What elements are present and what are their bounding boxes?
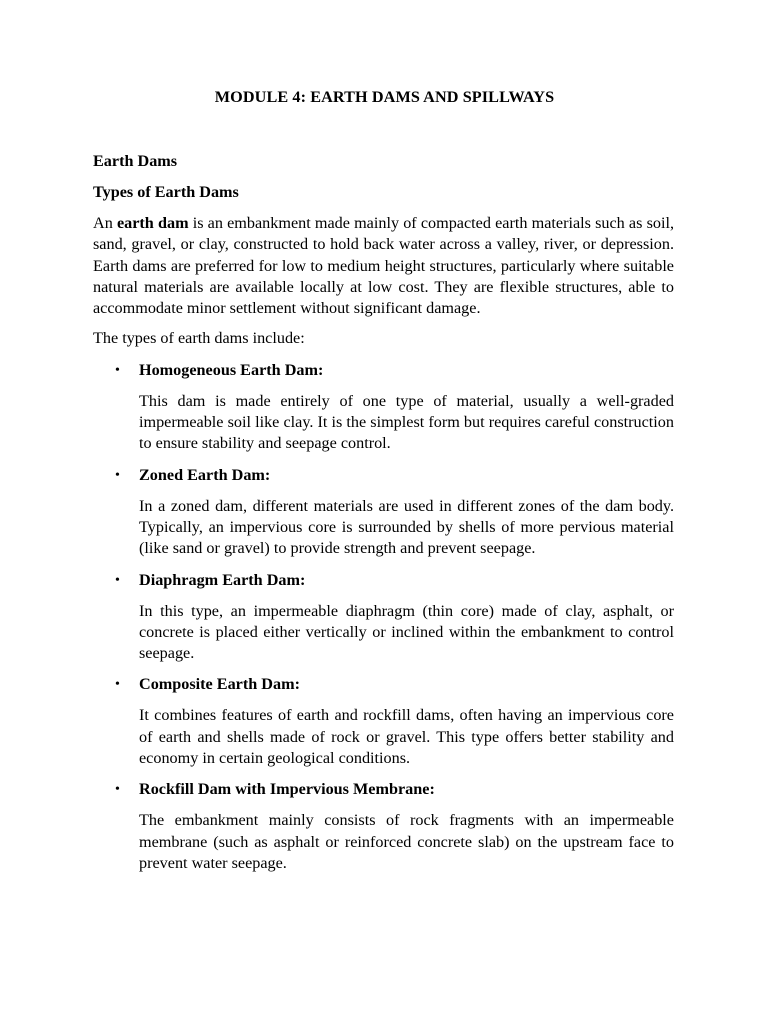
list-item bbox=[93, 570, 674, 665]
intro-prefix: An bbox=[93, 214, 117, 232]
dam-type-description: In this type, an impermeable diaphragm (thin core) made of clay, asphalt, or concrete is placed either vertically or inclined within the embankment to control seepage. bbox=[139, 601, 674, 663]
subsection-heading: Types of Earth Dams bbox=[93, 183, 239, 201]
dam-type-description: This dam is made entirely of one type of material, usually a well-graded impermeable soil like clay. It is the simplest form but requires careful construction to ensure stability and seepage control. bbox=[139, 391, 674, 453]
dam-type-title: Rockfill Dam with Impervious Membrane: bbox=[139, 780, 435, 799]
section-heading: Earth Dams bbox=[93, 152, 178, 170]
intro-rest: is an embankment made mainly of compacted earth materials such as soil, sand, gravel, or clay, constructed to hold back water across a valley, river, or depression. Earth dams are preferred for low to medium height structures, particularly where suitable natural materials are available locally at low cost. They are flexible structures, able to accommodate minor settlement without significant damage. bbox=[93, 214, 675, 318]
dam-type-title: Homogeneous Earth Dam: bbox=[139, 360, 324, 379]
dam-type-description: The embankment mainly consists of rock fragments with an impermeable membrane (such as asphalt or reinforced concrete slab) on the upstream face to prevent water seepage. bbox=[139, 811, 674, 872]
dam-type-title: Composite Earth Dam: bbox=[139, 675, 300, 694]
bullet-icon: • bbox=[115, 572, 120, 588]
bullet-icon: • bbox=[115, 467, 120, 483]
intro-bold-term: earth dam bbox=[116, 214, 189, 232]
document-title: MODULE 4: EARTH DAMS AND SPILLWAYS bbox=[214, 88, 555, 106]
bullet-icon: • bbox=[115, 782, 120, 798]
intro-paragraph bbox=[93, 213, 674, 319]
list-item bbox=[93, 465, 674, 560]
dam-type-description: In a zoned dam, different materials are used in different zones of the dam body. Typically, an impervious core is surrounded by shells of more pervious material (like sand or gravel) to provide strength and prevent seepage. bbox=[139, 496, 674, 558]
types-intro: The types of earth dams include: bbox=[93, 329, 305, 348]
dam-type-title: Zoned Earth Dam: bbox=[139, 465, 271, 484]
dam-type-description: It combines features of earth and rockfill dams, often having an impervious core of earth and shells made of rock or gravel. This type offers better stability and economy in certain geological conditions. bbox=[139, 706, 674, 768]
dam-type-title: Diaphragm Earth Dam: bbox=[139, 570, 306, 589]
list-item bbox=[93, 674, 674, 769]
list-item bbox=[93, 360, 674, 455]
dam-types-list bbox=[93, 360, 674, 874]
bullet-icon: • bbox=[115, 362, 120, 378]
list-item bbox=[93, 779, 674, 874]
bullet-icon: • bbox=[115, 677, 120, 693]
